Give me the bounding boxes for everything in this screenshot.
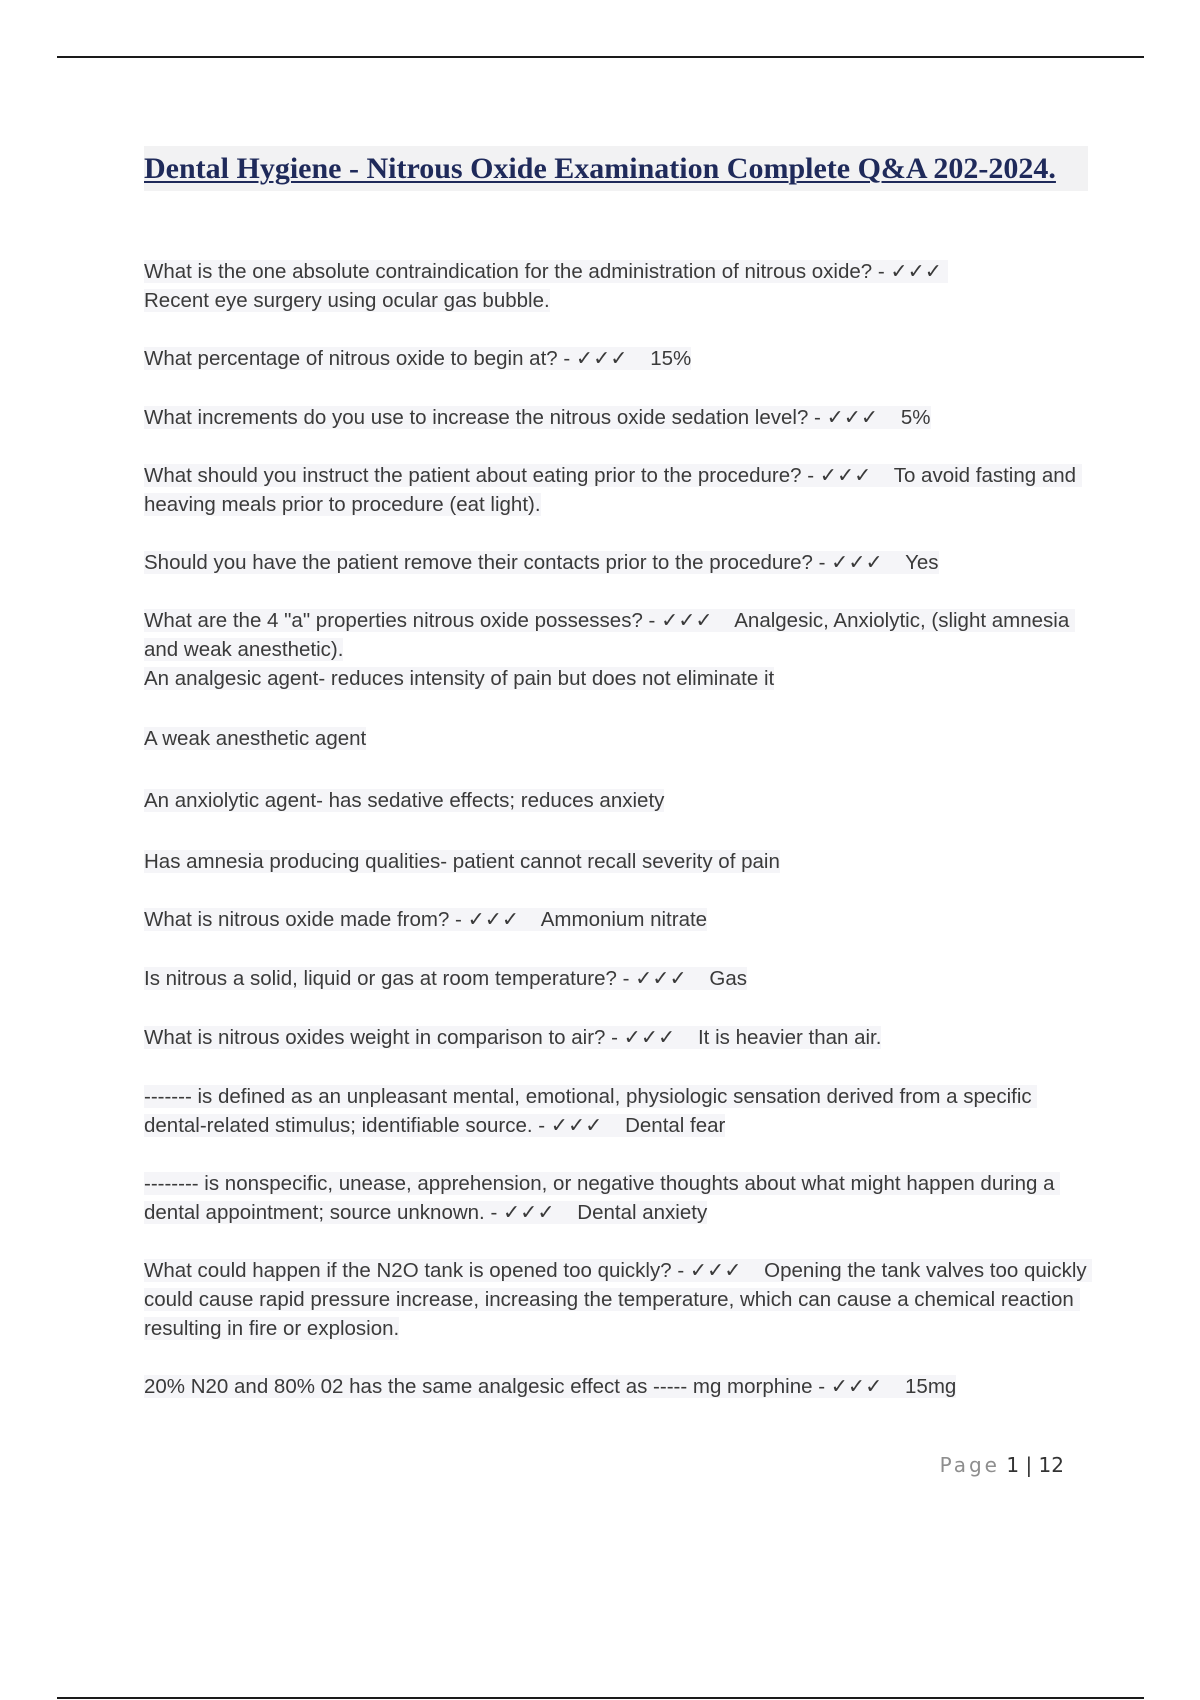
qa-item: What are the 4 "a" properties nitrous oxide possesses? - ✓✓✓ Analgesic, Anxiolytic, (slight amnesia and weak anesthetic). An analgesic agent- reduces intensity of pain but does not eliminate it — [144, 606, 1094, 693]
qa-item: Is nitrous a solid, liquid or gas at room temperature? - ✓✓✓ Gas — [144, 967, 747, 990]
page-label: Page — [939, 1453, 1000, 1477]
qa-item: What is nitrous oxides weight in comparison to air? - ✓✓✓ It is heavier than air. — [144, 1026, 882, 1049]
qa-item: Should you have the patient remove their contacts prior to the procedure? - ✓✓✓ Yes — [144, 551, 939, 574]
page-separator: | — [1025, 1453, 1033, 1477]
qa-item: What is the one absolute contraindication for the administration of nitrous oxide? - ✓✓✓ Recent eye surgery using ocular gas bubble. — [144, 257, 1094, 315]
title-block — [144, 146, 1088, 191]
document-title: Dental Hygiene - Nitrous Oxide Examination Complete Q&A 202-2024. — [144, 152, 1056, 185]
top-rule — [57, 56, 1144, 58]
qa-item: What could happen if the N2O tank is opened too quickly? - ✓✓✓ Opening the tank valves too quickly could cause rapid pressure increase, increasing the temperature, which can cause a chemical reaction resulting in fire or explosion. — [144, 1259, 1093, 1340]
qa-item: What percentage of nitrous oxide to begin at? - ✓✓✓ 15% — [144, 347, 692, 370]
qa-item: -------- is nonspecific, unease, apprehension, or negative thoughts about what might happen during a dental appointment; source unknown. - ✓✓✓ Dental anxiety — [144, 1172, 1061, 1224]
qa-item: An anxiolytic agent- has sedative effects; reduces anxiety — [144, 789, 665, 812]
page-current: 1 — [1006, 1453, 1020, 1477]
bottom-rule — [57, 1697, 1144, 1699]
qa-item: A weak anesthetic agent — [144, 727, 367, 750]
qa-content — [144, 257, 1094, 1401]
page-footer — [940, 1453, 1064, 1477]
qa-item: Has amnesia producing qualities- patient cannot recall severity of pain — [144, 850, 780, 873]
qa-item: What increments do you use to increase the nitrous oxide sedation level? - ✓✓✓ 5% — [144, 406, 931, 429]
page-total: 12 — [1038, 1453, 1064, 1477]
qa-item: What should you instruct the patient about eating prior to the procedure? - ✓✓✓ To avoid fasting and heaving meals prior to procedure (eat light). — [144, 464, 1082, 516]
qa-item: ------- is defined as an unpleasant mental, emotional, physiologic sensation derived from a specific dental-related stimulus; identifiable source. - ✓✓✓ Dental fear — [144, 1085, 1038, 1137]
qa-item: 20% N20 and 80% 02 has the same analgesic effect as ----- mg morphine - ✓✓✓ 15mg — [144, 1375, 957, 1398]
qa-item: What is nitrous oxide made from? - ✓✓✓ Ammonium nitrate — [144, 908, 708, 931]
